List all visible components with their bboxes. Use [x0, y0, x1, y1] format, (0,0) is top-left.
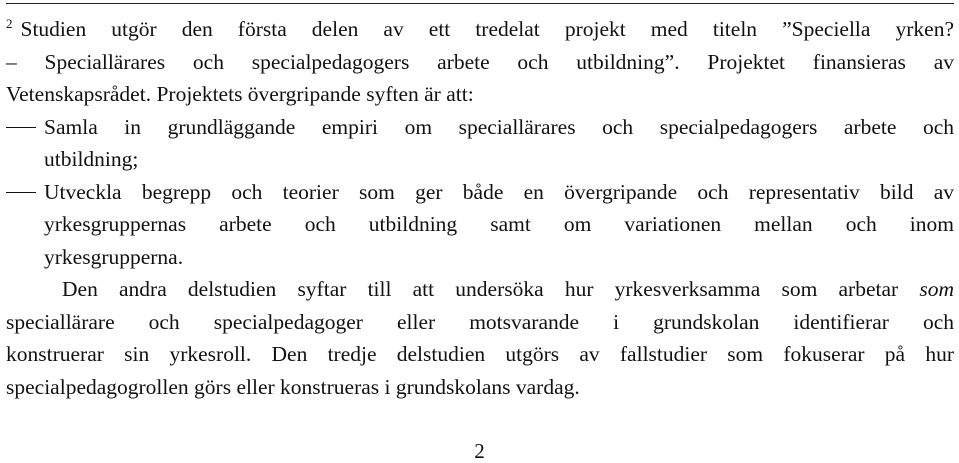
bullet-2-line-1 — [6, 176, 954, 209]
paragraph-line-1 — [6, 273, 954, 306]
footnote-line-3: Vetenskapsrådet. Projektets övergripande syften är att: — [6, 82, 474, 106]
footnote-block — [6, 8, 954, 403]
footnote-text-line-1: Studien utgör den första delen av ett tredelat projekt med titeln ”Speciella yrken? — [20, 17, 954, 41]
bullet-2-line-3: yrkesgrupperna. — [44, 244, 184, 269]
bullet-1-line-1 — [6, 111, 954, 144]
bullet-1-line-2: utbildning; — [44, 147, 139, 171]
paragraph-line-2: speciallärare och specialpedagoger eller motsvarande i grundskolan identifierar och — [6, 309, 954, 334]
bullet-2-line-2: yrkesgruppernas arbete och utbildning samt om variationen mellan och inom — [44, 212, 954, 236]
bullet-dash-2 — [6, 192, 36, 193]
footnote-separator-rule — [6, 3, 954, 4]
bullet-dash-1 — [6, 127, 36, 128]
paragraph-line-4: specialpedagogrollen görs eller konstrueras i grundskolans vardag. — [6, 374, 580, 399]
bullet-1-text-1: Samla in grundläggande empiri om speciallärares och specialpedagogers arbete och — [44, 114, 954, 139]
paragraph-line-1-text: Den andra delstudien syftar till att undersöka hur yrkesverksamma som arbetar — [62, 277, 899, 301]
page-number: 2 — [474, 439, 485, 463]
bullet-2-text-1: Utveckla begrepp och teorier som ger både en övergripande och representativ bild av — [44, 179, 954, 204]
footnote-line-2: – Speciallärares och specialpedagogers arbete och utbildning”. Projektet finansieras av — [6, 49, 954, 74]
paragraph-emphasis: som — [919, 277, 954, 301]
paragraph-line-3: konstruerar sin yrkesroll. Den tredje delstudien utgörs av fallstudier som fokuserar på hur — [6, 342, 954, 366]
footnote-marker: 2 — [6, 16, 13, 31]
footnote-line-1 — [6, 8, 954, 46]
